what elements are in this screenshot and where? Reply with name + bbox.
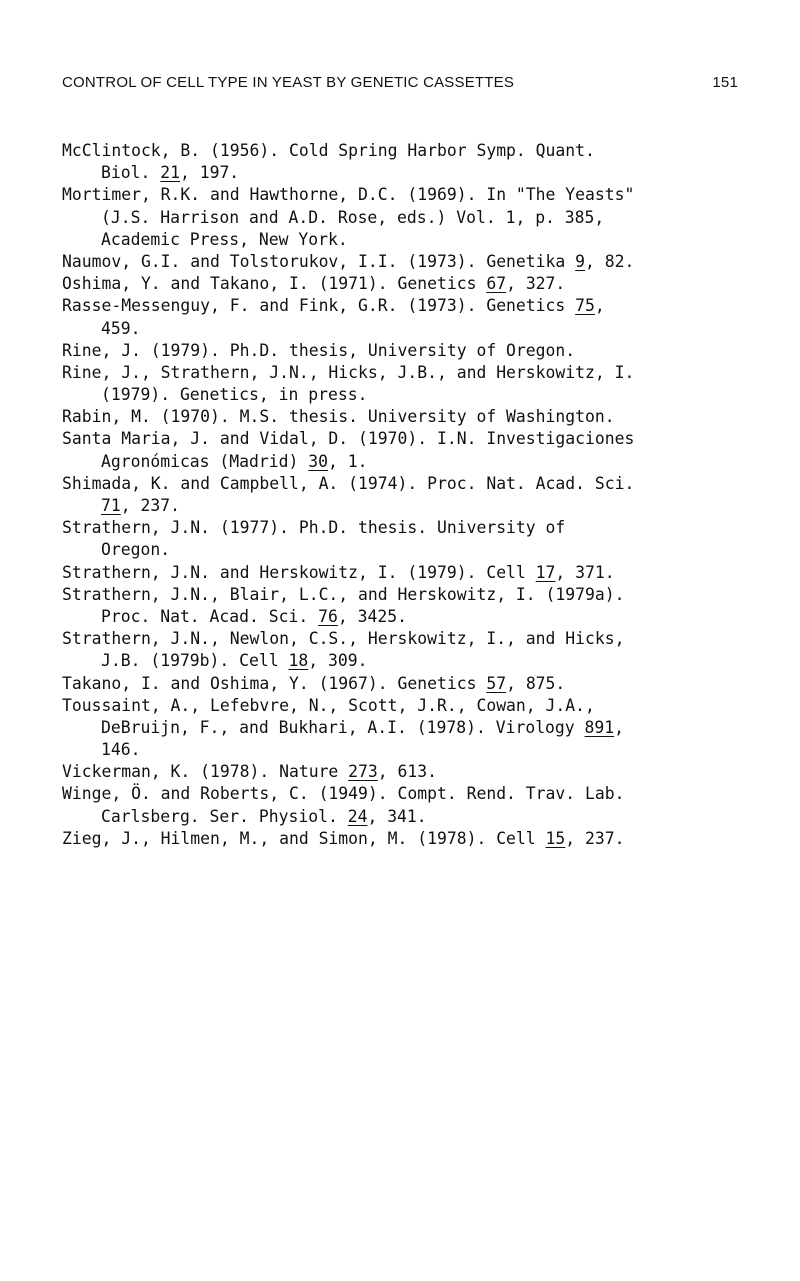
volume-number: 18 [288, 651, 309, 671]
reference-entry [62, 473, 752, 517]
reference-text: Rasse-Messenguy, F. and Fink, G.R. (1973). Genetics [62, 296, 576, 316]
reference-line [62, 451, 752, 473]
volume-number: 30 [308, 451, 328, 471]
reference-text: Strathern, J.N., Blair, L.C., and Herskowitz, I. (1979a). [62, 584, 625, 604]
reference-text: Zieg, J., Hilmen, M., and Simon, M. (1978). Cell [62, 828, 546, 848]
reference-line [62, 717, 752, 739]
volume-number: 57 [486, 673, 507, 693]
reference-entry [62, 673, 752, 695]
reference-text: , [614, 717, 625, 737]
volume-number: 21 [160, 163, 180, 183]
reference-text: Academic Press, New York. [101, 229, 348, 249]
volume-number: 891 [584, 717, 615, 737]
volume-number: 75 [575, 296, 595, 316]
reference-text: , 875. [506, 673, 566, 693]
reference-text: 459. [101, 318, 141, 338]
reference-line [62, 783, 752, 805]
reference-text: , [594, 296, 605, 316]
reference-line [62, 806, 752, 828]
reference-text: , 371. [555, 562, 615, 582]
reference-text: Agronómicas (Madrid) [101, 451, 309, 471]
reference-text: Strathern, J.N. (1977). Ph.D. thesis. University of [62, 518, 566, 538]
reference-text: , 237. [120, 496, 180, 515]
reference-text: Strathern, J.N. and Herskowitz, I. (1979). Cell [62, 562, 536, 582]
reference-line [62, 695, 752, 717]
reference-entry [62, 251, 752, 273]
reference-line [62, 473, 752, 495]
reference-entry [62, 828, 752, 850]
running-title: CONTROL OF CELL TYPE IN YEAST BY GENETIC CASSETTES [62, 74, 515, 91]
reference-entry [62, 761, 752, 783]
volume-number: 273 [348, 762, 378, 782]
reference-text: Carlsberg. Ser. Physiol. [101, 806, 348, 826]
reference-entry [62, 628, 752, 672]
reference-line [62, 251, 752, 273]
page-number: 151 [712, 74, 738, 91]
reference-line [62, 606, 752, 628]
reference-text: Toussaint, A., Lefebvre, N., Scott, J.R., Cowan, J.A., [62, 695, 595, 715]
reference-text: (J.S. Harrison and A.D. Rose, eds.) Vol. 1, p. 385, [101, 207, 605, 227]
reference-line [62, 828, 752, 850]
reference-line [62, 628, 752, 650]
reference-text: Naumov, G.I. and Tolstorukov, I.I. (1973). Genetika [62, 251, 576, 271]
reference-list [62, 140, 752, 850]
reference-text: , 613. [377, 762, 437, 782]
reference-text: , 197. [179, 163, 240, 183]
volume-number: 9 [575, 251, 586, 271]
volume-number: 71 [101, 496, 121, 515]
reference-entry [62, 362, 752, 406]
reference-entry [62, 184, 752, 251]
reference-text: Winge, Ö. and Roberts, C. (1949). Compt. Rend. Trav. Lab. [62, 784, 625, 804]
reference-text: Strathern, J.N., Newlon, C.S., Herskowitz, I., and Hicks, [62, 629, 625, 649]
reference-text: Rabin, M. (1970). M.S. thesis. University of Washington. [62, 407, 615, 427]
reference-text: Rine, J. (1979). Ph.D. thesis, University of Oregon. [62, 340, 576, 360]
reference-line [62, 207, 752, 229]
reference-text: Mortimer, R.K. and Hawthorne, D.C. (1969). In "The Yeasts" [62, 185, 635, 205]
reference-entry [62, 406, 752, 428]
reference-entry [62, 562, 752, 584]
reference-line [62, 539, 752, 561]
reference-entry [62, 428, 752, 472]
reference-line [62, 140, 752, 162]
reference-line [62, 340, 752, 362]
volume-number: 15 [545, 828, 566, 848]
reference-entry [62, 295, 752, 339]
running-head [62, 74, 738, 98]
reference-line [62, 517, 752, 539]
reference-line [62, 384, 752, 406]
reference-entry [62, 273, 752, 295]
reference-entry [62, 783, 752, 827]
reference-text: J.B. (1979b). Cell [101, 651, 289, 671]
reference-text: Santa Maria, J. and Vidal, D. (1970). I.N. Investigaciones [62, 429, 635, 449]
reference-line [62, 273, 752, 295]
reference-text: , 1. [327, 451, 368, 471]
reference-line [62, 318, 752, 340]
reference-text: Vickerman, K. (1978). Nature [62, 762, 349, 782]
reference-text: DeBruijn, F., and Bukhari, A.I. (1978). Virology [101, 717, 585, 737]
reference-line [62, 650, 752, 672]
reference-line [62, 162, 752, 184]
reference-line [62, 362, 752, 384]
reference-text: , 309. [308, 651, 368, 671]
reference-line [62, 739, 752, 761]
reference-line [62, 428, 752, 450]
reference-text: Rine, J., Strathern, J.N., Hicks, J.B., and Herskowitz, I. [62, 362, 635, 382]
reference-text: McClintock, B. (1956). Cold Spring Harbor Symp. Quant. [62, 141, 595, 160]
reference-text: , 341. [367, 806, 427, 826]
reference-text: , 82. [585, 251, 635, 271]
reference-entry [62, 517, 752, 561]
volume-number: 76 [318, 606, 338, 626]
reference-line [62, 495, 752, 517]
reference-text: , 237. [565, 828, 625, 848]
volume-number: 17 [535, 562, 556, 582]
reference-line [62, 229, 752, 251]
reference-entry [62, 340, 752, 362]
reference-text: Shimada, K. and Campbell, A. (1974). Proc. Nat. Acad. Sci. [62, 473, 635, 493]
reference-text: 146. [101, 740, 141, 760]
reference-text: , 327. [506, 274, 566, 294]
reference-line [62, 562, 752, 584]
reference-text: Proc. Nat. Acad. Sci. [101, 606, 319, 626]
reference-text: Oregon. [101, 540, 171, 560]
reference-entry [62, 140, 752, 184]
reference-text: (1979). Genetics, in press. [101, 385, 368, 405]
reference-text: Biol. [101, 163, 161, 183]
volume-number: 24 [347, 806, 368, 826]
reference-text: Takano, I. and Oshima, Y. (1967). Genetics [62, 673, 487, 693]
reference-line [62, 761, 752, 783]
reference-entry [62, 584, 752, 628]
reference-line [62, 184, 752, 206]
reference-text: Oshima, Y. and Takano, I. (1971). Genetics [62, 274, 487, 294]
reference-entry [62, 695, 752, 762]
volume-number: 67 [486, 274, 507, 294]
reference-line [62, 406, 752, 428]
reference-text: , 3425. [337, 606, 407, 626]
reference-line [62, 295, 752, 317]
reference-line [62, 673, 752, 695]
reference-line [62, 584, 752, 606]
